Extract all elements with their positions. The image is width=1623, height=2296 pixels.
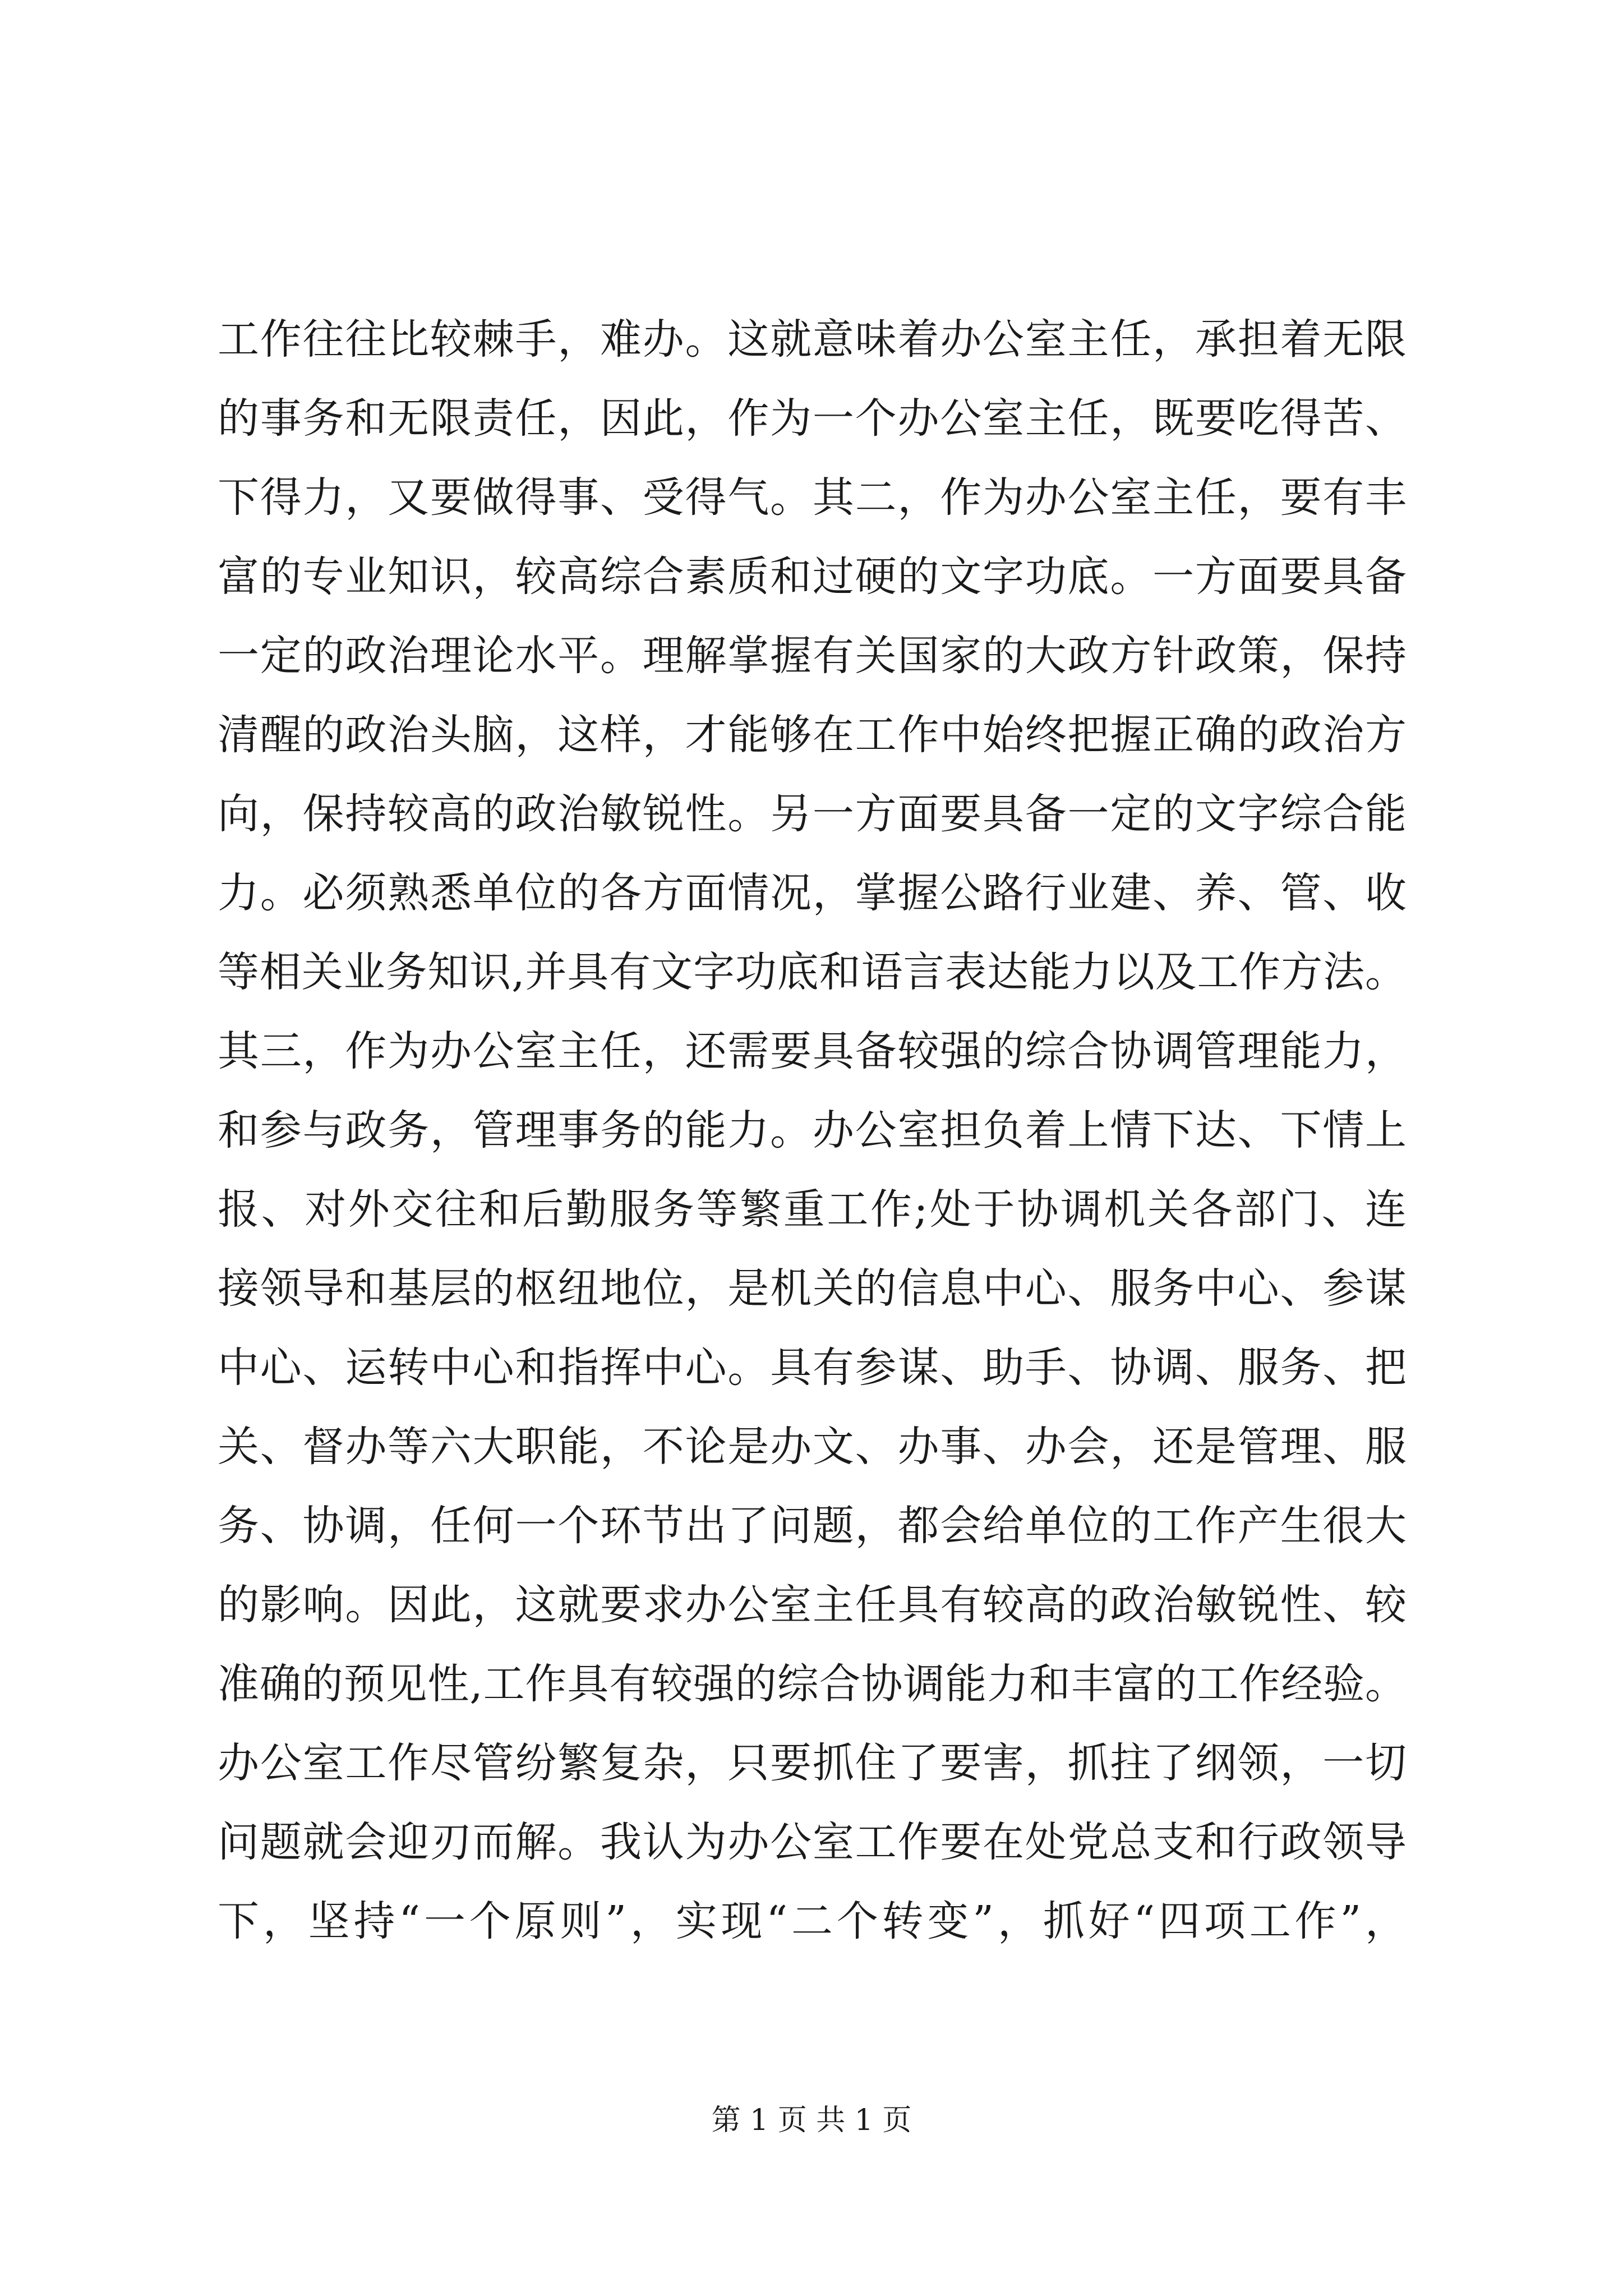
text-line: 下得力，又要做得事、受得气。其二，作为办公室主任，要有丰 (218, 473, 1407, 522)
text-line: 报、对外交往和后勤服务等繁重工作;处于协调机关各部门、连 (218, 1185, 1407, 1234)
text-line: 等相关业务知识,并具有文字功底和语言表达能力以及工作方法。 (218, 948, 1407, 996)
text-line: 富的专业知识，较高综合素质和过硬的文字功底。一方面要具备 (218, 553, 1407, 601)
body-text (218, 300, 1407, 1961)
text-line: 下，坚持“一个原则”，实现“二个转变”，抓好“四项工作”， (218, 1897, 1407, 1945)
text-line: 一定的政治理论水平。理解掌握有关国家的大政方针政策，保持 (218, 632, 1407, 680)
text-line: 的影响。因此，这就要求办公室主任具有较高的政治敏锐性、较 (218, 1581, 1407, 1629)
text-line: 关、督办等六大职能，不论是办文、办事、办会，还是管理、服 (218, 1423, 1407, 1471)
text-line: 准确的预见性,工作具有较强的综合协调能力和丰富的工作经验。 (218, 1660, 1407, 1708)
text-line: 工作往往比较棘手，难办。这就意味着办公室主任，承担着无限 (218, 315, 1407, 364)
text-line: 办公室工作尽管纷繁复杂，只要抓住了要害，抓拄了纲领，一切 (218, 1739, 1407, 1787)
text-line: 问题就会迎刃而解。我认为办公室工作要在处党总支和行政领导 (218, 1818, 1407, 1866)
text-line: 中心、运转中心和指挥中心。具有参谋、助手、协调、服务、把 (218, 1343, 1407, 1392)
text-line: 接领导和基层的枢纽地位，是机关的信息中心、服务中心、参谋 (218, 1264, 1407, 1313)
text-line: 向，保持较高的政治敏锐性。另一方面要具备一定的文字综合能 (218, 790, 1407, 838)
text-line: 务、协调，任何一个环节出了问题，都会给单位的工作产生很大 (218, 1502, 1407, 1550)
text-line: 其三，作为办公室主任，还需要具备较强的综合协调管理能力， (218, 1027, 1407, 1075)
text-line: 和参与政务，管理事务的能力。办公室担负着上情下达、下情上 (218, 1106, 1407, 1154)
text-line: 力。必须熟悉单位的各方面情况，掌握公路行业建、养、管、收 (218, 869, 1407, 917)
page-number-footer: 第 1 页 共 1 页 (711, 2104, 912, 2137)
text-line: 的事务和无限责任，因此，作为一个办公室主任，既要吃得苦、 (218, 394, 1407, 443)
text-line: 清醒的政治头脑，这样，才能够在工作中始终把握正确的政治方 (218, 711, 1407, 759)
